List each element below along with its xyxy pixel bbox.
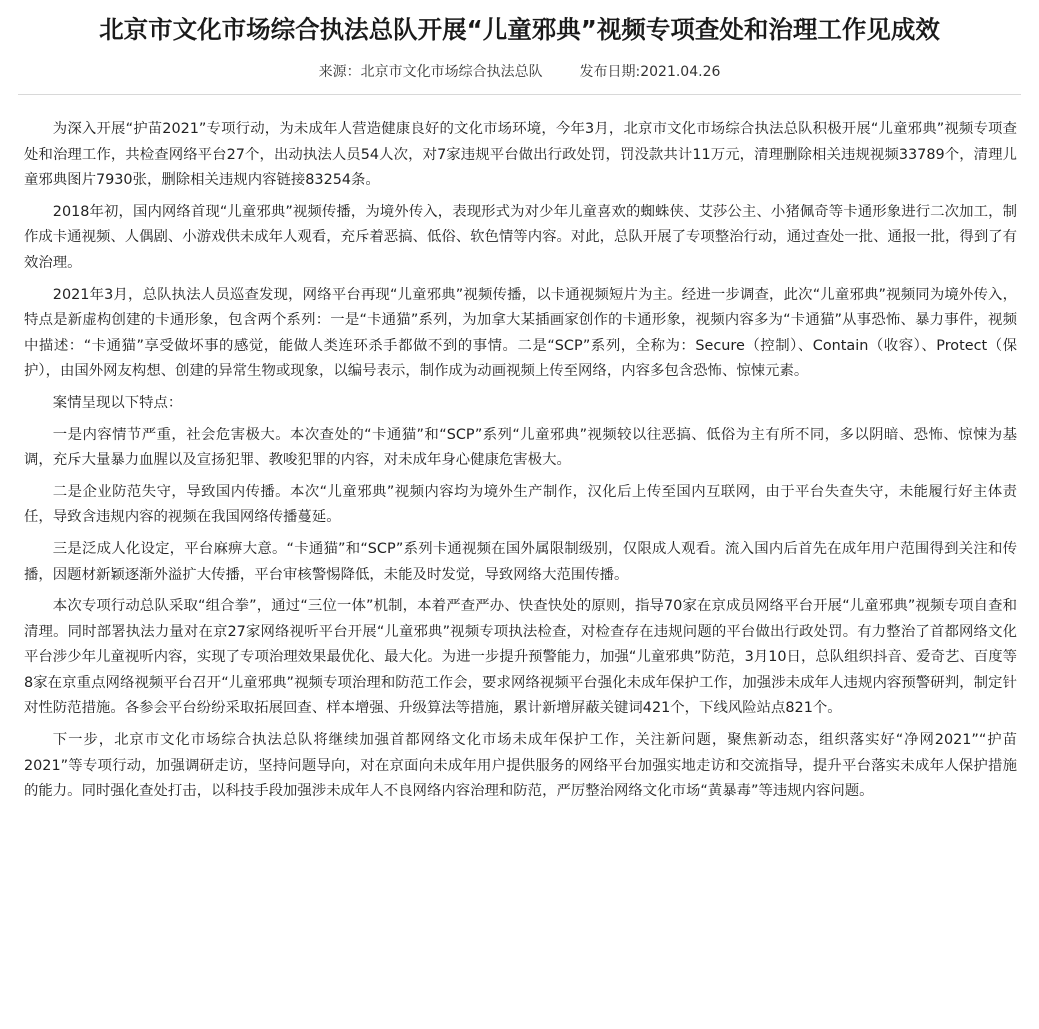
paragraph: 2018年初，国内网络首现“儿童邪典”视频传播，为境外传入，表现形式为对少年儿童喜欢的蜘蛛侠、艾莎公主、小猪佩奇等卡通形象进行二次加工，制作成卡通视频、人偶剧、小游戏供未成年人观看，充斥着恶搞、低俗、软色情等内容。对此，总队开展了专项整治行动，通过查处一批、通报一批，得到了有效治理。: [24, 203, 1017, 271]
paragraph: 2021年3月，总队执法人员巡查发现，网络平台再现“儿童邪典”视频传播，以卡通视频短片为主。经进一步调查，此次“儿童邪典”视频同为境外传入，特点是新虚构创建的卡通形象，包含两个系列：一是“卡通猫”系列，为加拿大某插画家创作的卡通形象，视频内容多为“卡通猫”从事恐怖、暴力事件，视频中描述：“卡通猫”享受做坏事的感觉，能做人类连环杀手都做不到的事情。二是“SCP”系列，全称为：Secure（控制）、Contain（收容）、Protect（保护），由国外网友构想、创建的异常生物或现象，以编号表示，制作成为动画视频上传至网络，内容多包含恐怖、惊悚元素。: [24, 286, 1017, 380]
paragraph: 本次专项行动总队采取“组合拳”，通过“三位一体”机制，本着严查严办、快查快处的原则，指导70家在京成员网络平台开展“儿童邪典”视频专项自查和清理。同时部署执法力量对在京27家网络视听平台开展“儿童邪典”视频专项执法检查，对检查存在违规问题的平台做出行政处罚。有力整治了首都网络文化平台涉少年儿童视听内容，实现了专项治理效果最优化、最大化。为进一步提升预警能力，加强“儿童邪典”防范，3月10日，总队组织抖音、爱奇艺、百度等8家在京重点网络视频平台召开“儿童邪典”视频专项治理和防范工作会，要求网络视频平台强化未成年保护工作，加强涉未成年人违规内容预警研判，制定针对性防范措施。各参会平台纷纷采取拓展回查、样本增强、升级算法等措施，累计新增屏蔽关键词421个，下线风险站点821个。: [24, 598, 1017, 717]
paragraph: 二是企业防范失守，导致国内传播。本次“儿童邪典”视频内容均为境外生产制作，汉化后上传至国内互联网，由于平台失查失守，未能履行好主体责任，导致含违规内容的视频在我国网络传播蔓延。: [24, 483, 1017, 526]
article-meta: [18, 62, 1021, 82]
paragraph: 为深入开展“护苗2021”专项行动，为未成年人营造健康良好的文化市场环境，今年3月，北京市文化市场综合执法总队积极开展“儿童邪典”视频专项查处和治理工作，共检查网络平台27个，出动执法人员54人次，对7家违规平台做出行政处罚，罚没款共计11万元，清理删除相关违规视频33789个，清理儿童邪典图片7930张，删除相关违规内容链接83254条。: [24, 121, 1017, 189]
source-value: 北京市文化市场综合执法总队: [360, 64, 543, 80]
date-label: 发布日期:: [579, 64, 641, 80]
paragraph: 一是内容情节严重，社会危害极大。本次查处的“卡通猫”和“SCP”系列“儿童邪典”视频较以往恶搞、低俗为主有所不同，多以阴暗、恐怖、惊悚为基调，充斥大量暴力血腥以及宣扬犯罪、教唆犯罪的内容，对未成年身心健康危害极大。: [24, 426, 1017, 469]
article-title: 北京市文化市场综合执法总队开展“儿童邪典”视频专项查处和治理工作见成效: [99, 15, 940, 44]
source-label: 来源：: [318, 64, 361, 80]
paragraph: 下一步，北京市文化市场综合执法总队将继续加强首都网络文化市场未成年保护工作，关注新问题，聚焦新动态，组织落实好“净网2021”“护苗2021”等专项行动，加强调研走访，坚持问题导向，对在京面向未成年用户提供服务的网络平台加强实地走访和交流指导，提升平台落实未成年人保护措施的能力。同时强化查处打击，以科技手段加强涉未成年人不良网络内容治理和防范，严厉整治网络文化市场“黄暴毒”等违规内容问题。: [24, 732, 1017, 800]
title-divider: [18, 94, 1021, 95]
paragraph: 三是泛成人化设定，平台麻痹大意。“卡通猫”和“SCP”系列卡通视频在国外属限制级别，仅限成人观看。流入国内后首先在成年用户范围得到关注和传播，因题材新颖逐渐外溢扩大传播，平台审核警惕降低，未能及时发觉，导致网络大范围传播。: [24, 540, 1017, 583]
paragraph: 案情呈现以下特点：: [52, 394, 183, 411]
date-value: 2021.04.26: [640, 64, 721, 80]
article-body: [18, 117, 1021, 805]
